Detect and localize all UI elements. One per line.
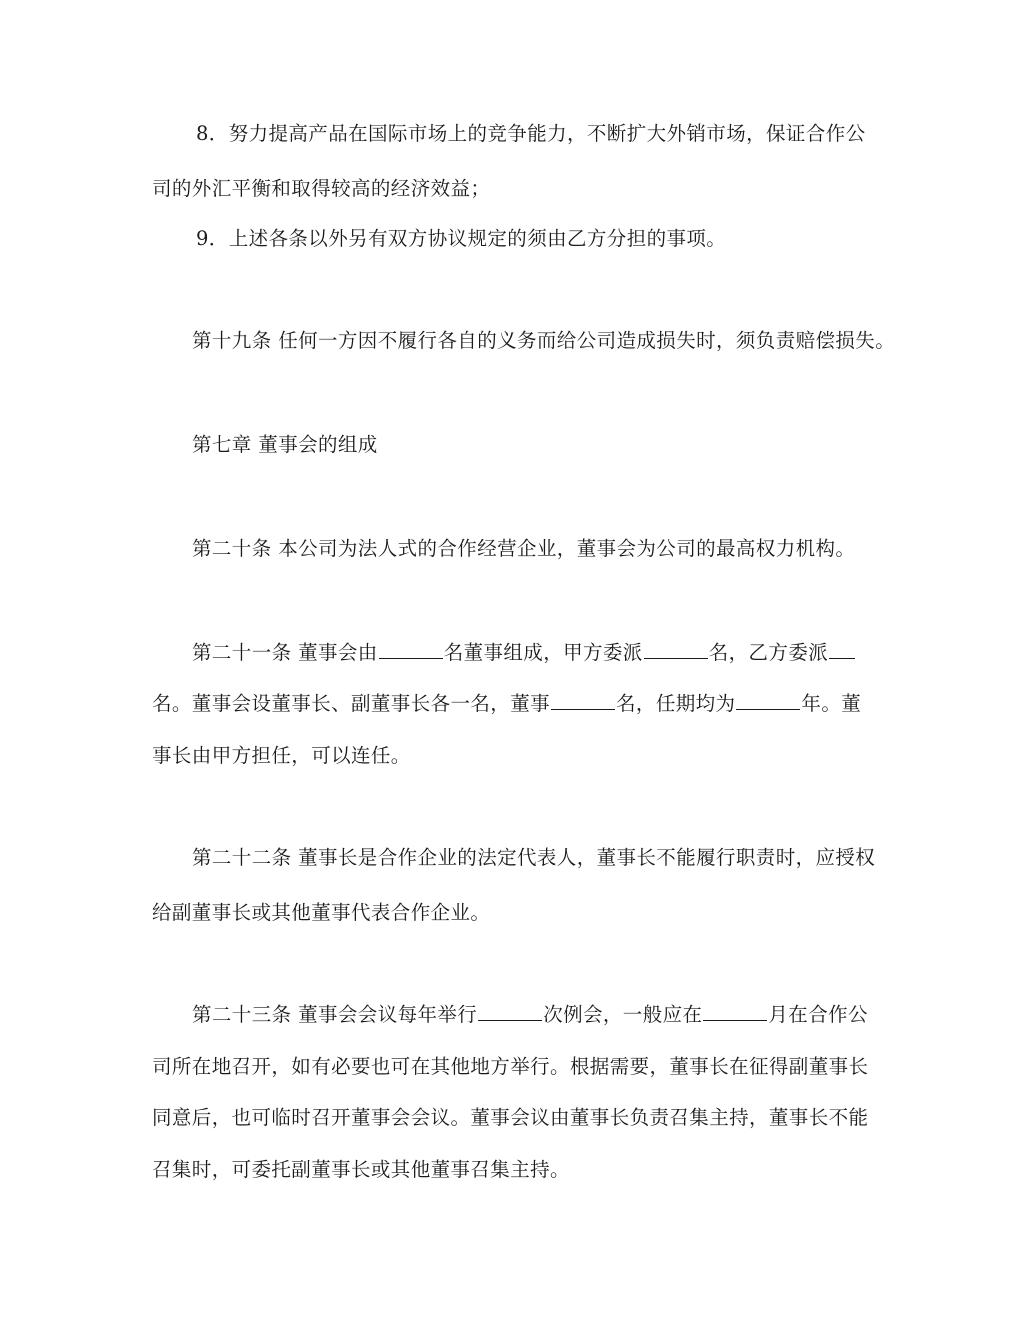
blank-term-years [736,692,800,710]
item-8-line-1: 8．努力提高产品在国际市场上的竞争能力，不断扩大外销市场，保证合作公 [196,122,866,145]
article-21-line-3: 事长由甲方担任，可以连任。 [152,744,411,767]
blank-director-num [551,692,615,710]
article-21-text-a: 第二十一条 董事会由 [192,641,378,664]
article-23-line-2: 司所在地召开，如有必要也可在其他地方举行。根据需要，董事长在征得副董事长 [152,1055,869,1078]
article-21-line-1 [192,641,856,665]
article-23-line-4: 召集时，可委托副董事长或其他董事召集主持。 [152,1158,570,1181]
article-22-line-1: 第二十二条 董事长是合作企业的法定代表人，董事长不能履行职责时，应授权 [192,846,876,869]
article-21-text-d: 名。董事会设董事长、副董事长各一名，董事 [152,692,551,715]
article-21-text-f: 年。董 [801,692,862,715]
item-8-line-2: 司的外汇平衡和取得较高的经济效益； [152,177,491,200]
item-9: 9．上述各条以外另有双方协议规定的须由乙方分担的事项。 [196,227,727,250]
article-19: 第十九条 任何一方因不履行各自的义务而给公司造成损失时，须负责赔偿损失。 [192,329,896,352]
article-21-text-b: 名董事组成，甲方委派 [443,641,643,664]
article-23-text-c: 月在合作公 [768,1003,868,1026]
blank-party-b-count [829,641,855,659]
blank-meeting-month [703,1003,767,1021]
article-21-text-c: 名，乙方委派 [708,641,829,664]
article-23-line-3: 同意后，也可临时召开董事会会议。董事会议由董事长负责召集主持，董事长不能 [152,1106,869,1129]
blank-meeting-count [478,1003,542,1021]
blank-director-count [379,641,443,659]
article-21-text-e: 名，任期均为 [616,692,736,715]
article-23-text-a: 第二十三条 董事会会议每年举行 [192,1003,478,1026]
chapter-7-title: 第七章 董事会的组成 [192,433,378,456]
article-21-line-2 [152,692,861,716]
article-23-text-b: 次例会，一般应在 [543,1003,703,1026]
article-22-line-2: 给副董事长或其他董事代表合作企业。 [152,901,491,924]
article-23-line-1 [192,1003,868,1027]
blank-party-a-count [644,641,708,659]
article-20: 第二十条 本公司为法人式的合作经营企业，董事会为公司的最高权力机构。 [192,537,856,560]
